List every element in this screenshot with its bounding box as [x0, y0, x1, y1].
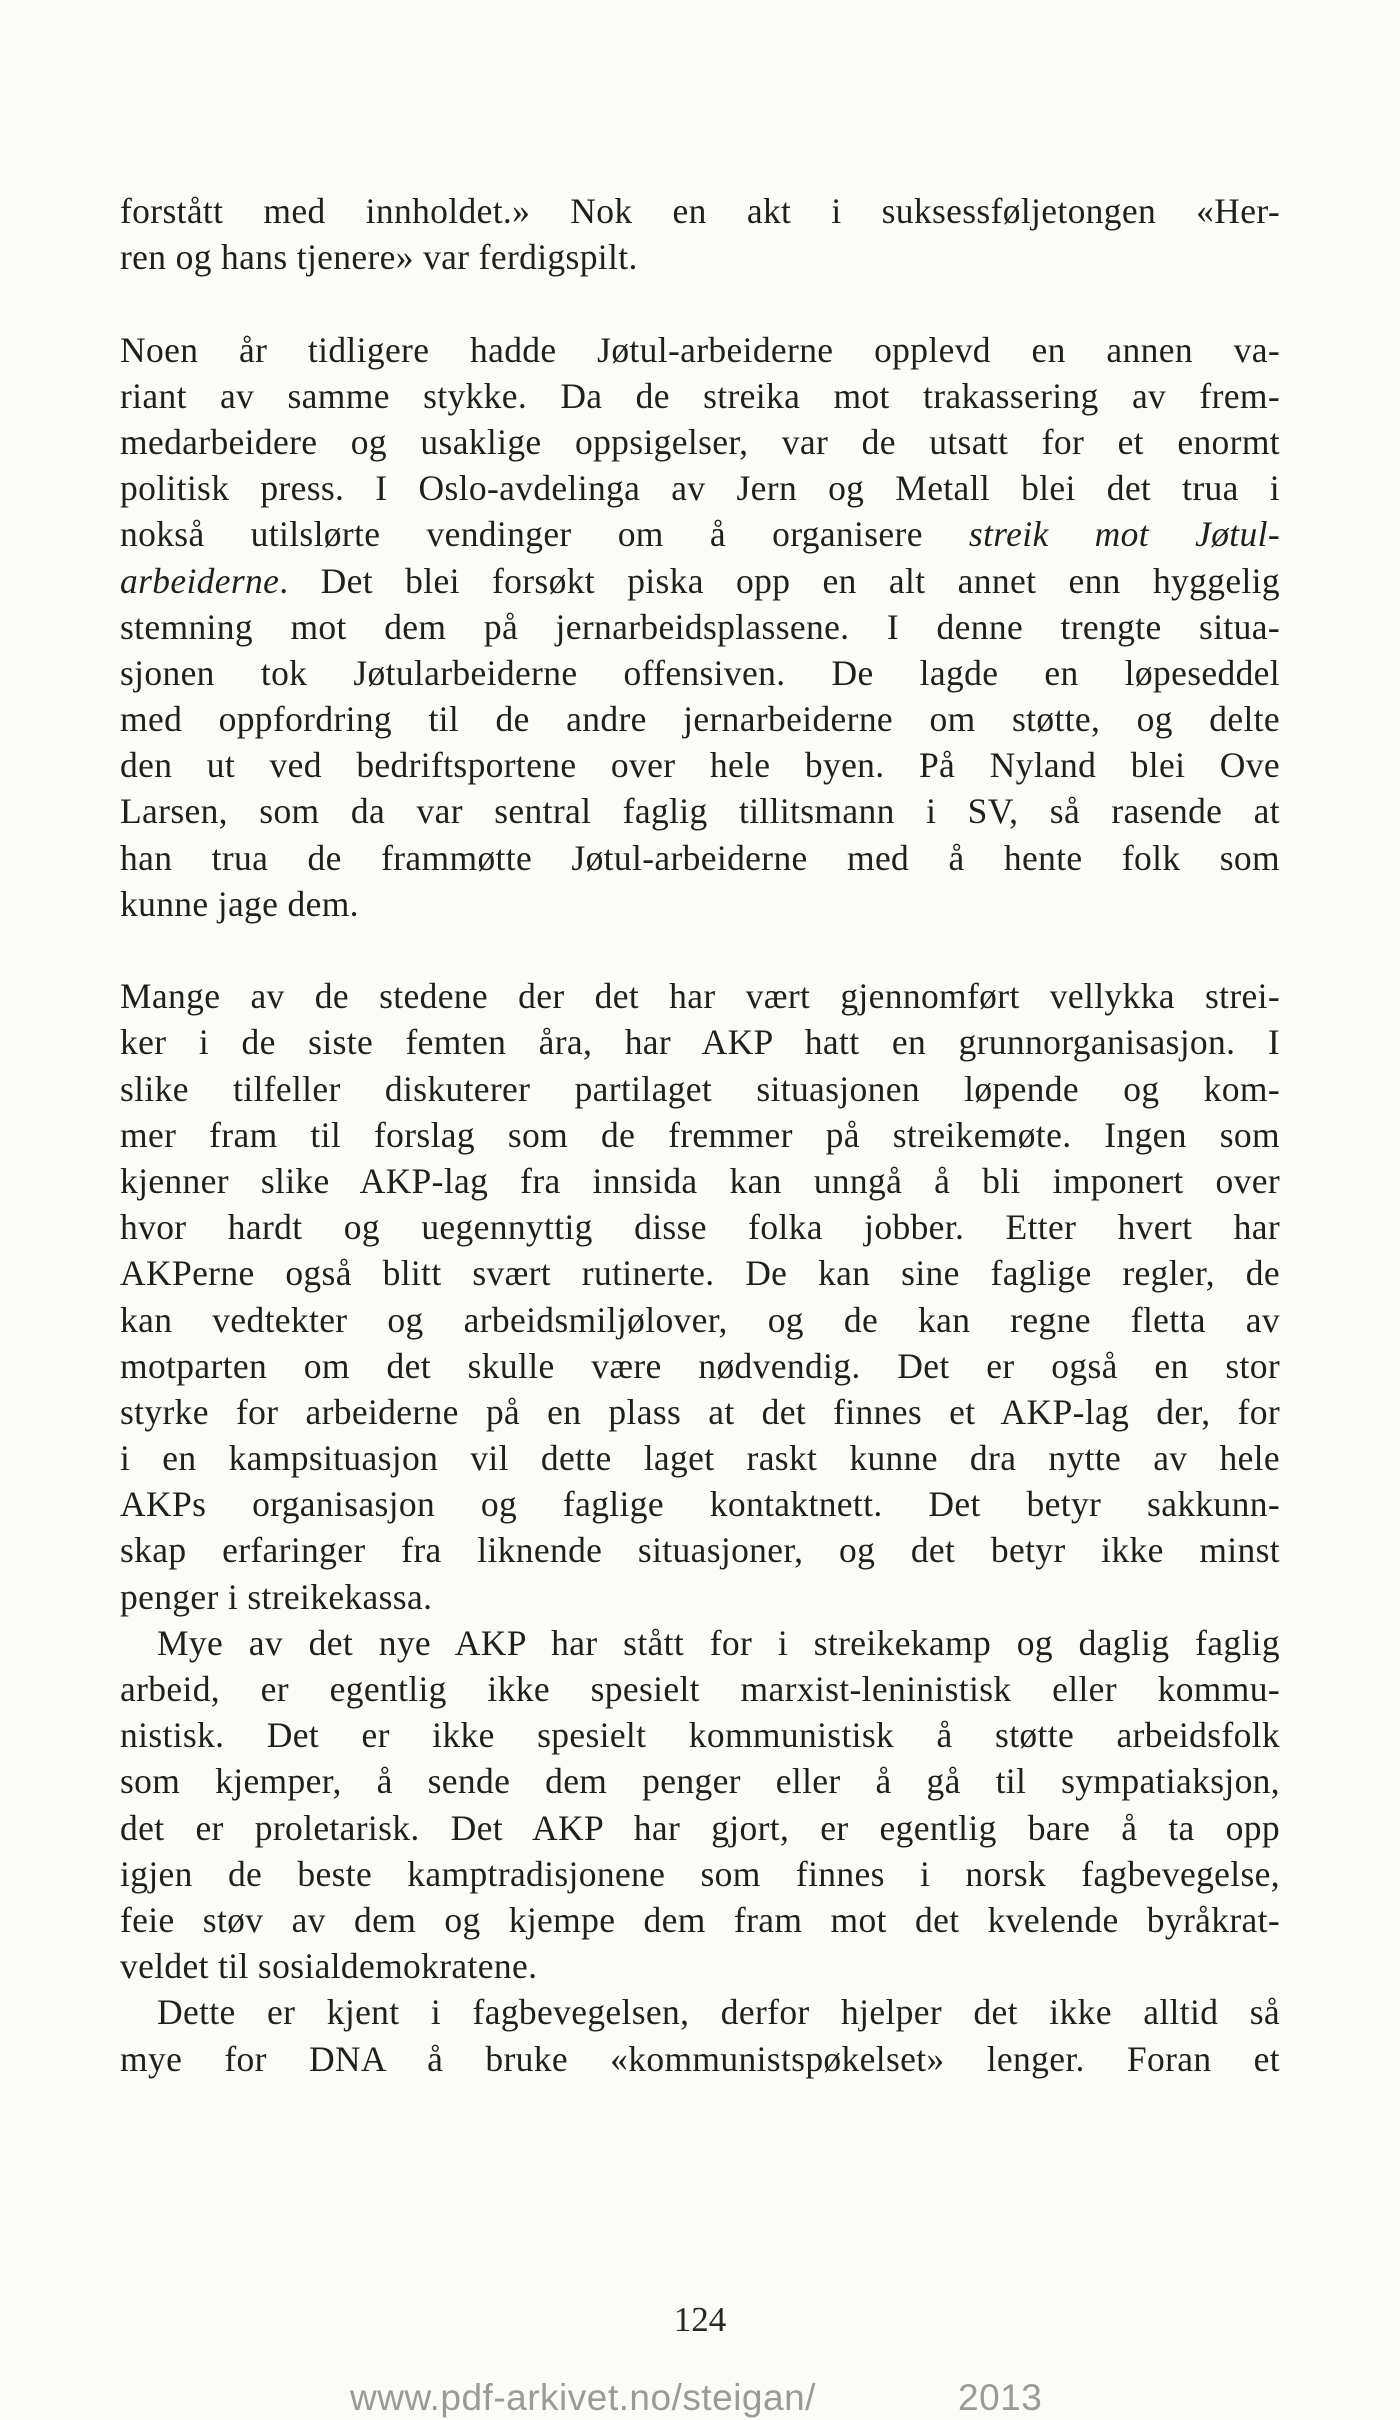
italic-phrase: streik mot Jøtul- — [968, 514, 1280, 555]
text-line: styrke for arbeiderne på en plass at det finnes et AKP-lag der, for — [120, 1391, 1280, 1432]
text-line: kunne jage dem. — [120, 883, 359, 924]
text-line: veldet til sosialdemokratene. — [120, 1946, 538, 1987]
text-line: ker i de siste femten åra, har AKP hatt en grunnorganisasjon. I — [120, 1022, 1280, 1063]
text-line: medarbeidere og usaklige oppsigelser, var de utsatt for et enormt — [120, 421, 1280, 462]
text-line: Noen år tidligere hadde Jøtul-arbeiderne opplevd en annen va- — [120, 329, 1280, 370]
paragraph-spacer — [120, 280, 1280, 326]
text-line: med oppfordring til de andre jernarbeiderne om støtte, og delte — [120, 699, 1280, 740]
text-line: mer fram til forslag som de fremmer på streikemøte. Ingen som — [120, 1114, 1280, 1155]
text-line: som kjemper, å sende dem penger eller å gå til sympatiaksjon, — [120, 1761, 1280, 1802]
watermark — [350, 2377, 1050, 2419]
text-line: motparten om det skulle være nødvendig. Det er også en stor — [120, 1345, 1280, 1386]
text-line: Larsen, som da var sentral faglig tillitsmann i SV, så rasende at — [120, 791, 1280, 832]
page-number: 124 — [673, 2300, 727, 2339]
text-line — [120, 558, 1280, 604]
text-line: AKPerne også blitt svært rutinerte. De kan sine faglige regler, de — [120, 1253, 1280, 1294]
text-line: Mye av det nye AKP har stått for i streikekamp og daglig faglig — [157, 1622, 1280, 1663]
text-line: han trua de frammøtte Jøtul-arbeiderne med å hente folk som — [120, 837, 1280, 878]
text-line: AKPs organisasjon og faglige kontaktnett. Det betyr sakkunn- — [120, 1484, 1280, 1525]
italic-word: arbeiderne — [120, 560, 280, 601]
text-line: riant av samme stykke. Da de streika mot trakassering av frem- — [120, 375, 1280, 416]
text-line: ren og hans tjenere» var ferdigspilt. — [120, 237, 638, 278]
text-line: i en kampsituasjon vil dette laget raskt kunne dra nytte av hele — [120, 1438, 1280, 1479]
text-line: det er proletarisk. Det AKP har gjort, er egentlig bare å ta opp — [120, 1807, 1280, 1848]
text-line — [120, 511, 1280, 557]
text-line: hvor hardt og uegennyttig disse folka jobber. Etter hvert har — [120, 1207, 1280, 1248]
text-line: igjen de beste kamptradisjonene som finnes i norsk fagbevegelse, — [120, 1853, 1280, 1894]
text-line: nistisk. Det er ikke spesielt kommunistisk å støtte arbeidsfolk — [120, 1715, 1280, 1756]
paragraph-spacer — [120, 927, 1280, 973]
body-text — [120, 188, 1280, 2082]
text-line: sjonen tok Jøtularbeiderne offensiven. De lagde en løpeseddel — [120, 652, 1280, 693]
text-line: den ut ved bedriftsportene over hele byen. På Nyland blei Ove — [120, 745, 1280, 786]
watermark-url: www.pdf-arkivet.no/steigan/ — [350, 2377, 816, 2418]
text-line: kan vedtekter og arbeidsmiljølover, og de kan regne fletta av — [120, 1299, 1280, 1340]
text-line: politisk press. I Oslo-avdelinga av Jern og Metall blei det trua i — [120, 468, 1280, 509]
text-line: stemning mot dem på jernarbeidsplassene. I denne trengte situa- — [120, 606, 1280, 647]
text-segment: nokså utilslørte vendinger om å organisere — [120, 514, 969, 555]
text-line: feie støv av dem og kjempe dem fram mot det kvelende byråkrat- — [120, 1899, 1280, 1940]
text-line: skap erfaringer fra liknende situasjoner, og det betyr ikke minst — [120, 1530, 1280, 1571]
text-line: Mange av de stedene der det har vært gjennomført vellykka strei- — [120, 976, 1280, 1017]
text-segment: . Det blei forsøkt piska opp en alt annet enn hyggelig — [279, 560, 1280, 601]
text-line: penger i streikekassa. — [120, 1576, 433, 1617]
text-line: Dette er kjent i fagbevegelsen, derfor hjelper det ikke alltid så — [157, 1992, 1280, 2033]
text-line: slike tilfeller diskuterer partilaget situasjonen løpende og kom- — [120, 1068, 1280, 1109]
text-line: arbeid, er egentlig ikke spesielt marxist-leninistisk eller kommu- — [120, 1669, 1280, 1709]
text-line: mye for DNA å bruke «kommunistspøkelset» lenger. Foran et — [120, 2038, 1280, 2079]
text-line: forstått med innholdet.» Nok en akt i suksessføljetongen «Her- — [120, 191, 1280, 231]
watermark-year: 2013 — [958, 2377, 1043, 2418]
text-line: kjenner slike AKP-lag fra innsida kan unngå å bli imponert over — [120, 1160, 1280, 1201]
